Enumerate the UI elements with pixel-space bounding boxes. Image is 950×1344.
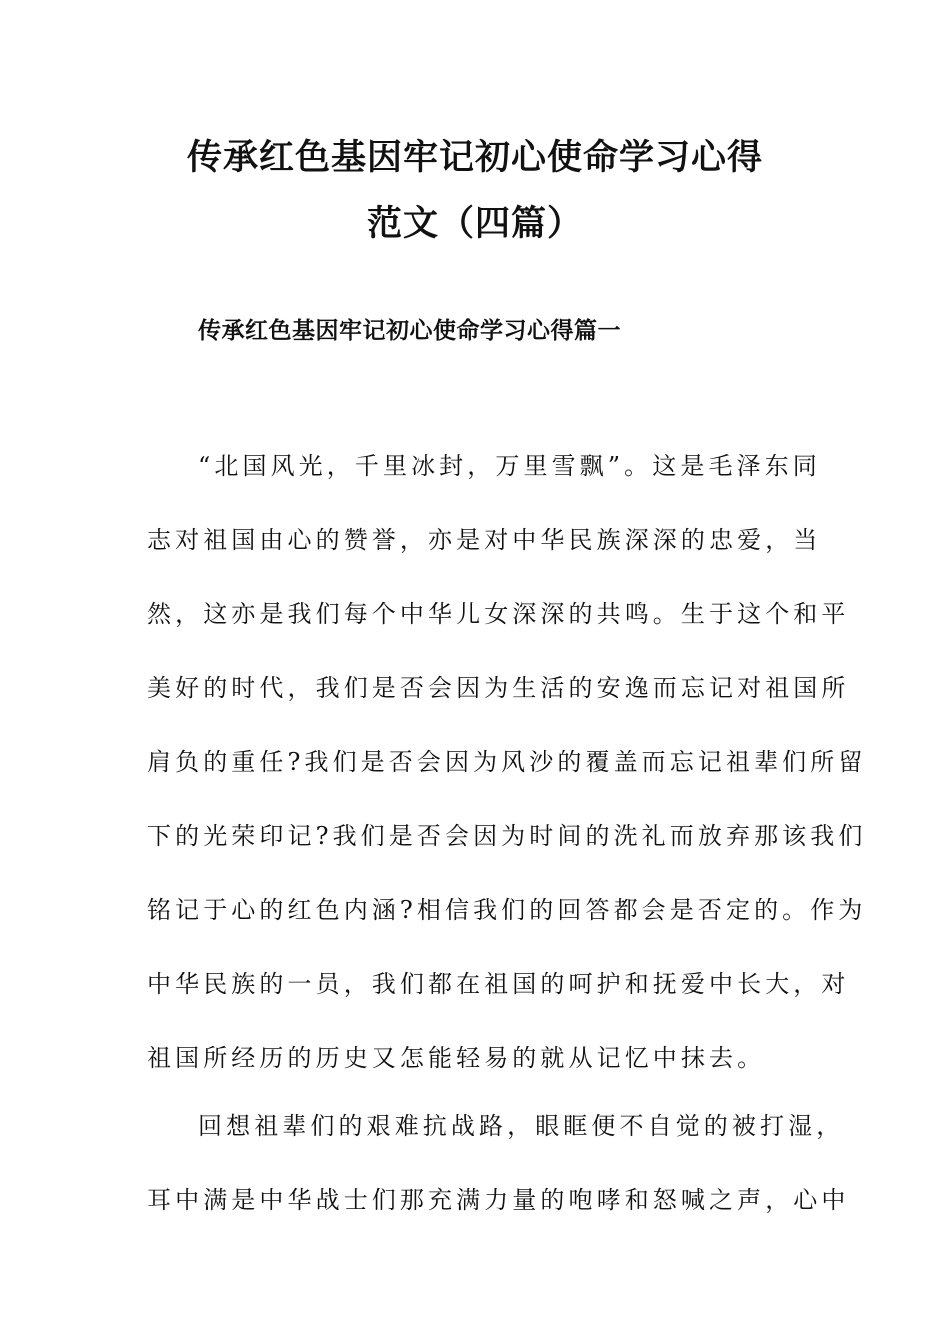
section-heading: 传承红色基因牢记初心使命学习心得篇一 — [198, 318, 621, 344]
paragraph-line: 志对祖国由心的赞誉，亦是对中华民族深深的忠爱，当 — [147, 526, 822, 554]
paragraph-line: 下的光荣印记?我们是否会因为时间的洗礼而放弃那该我们 — [147, 822, 867, 850]
paragraph-line: 肩负的重任?我们是否会因为风沙的覆盖而忘记祖辈们所留 — [147, 748, 867, 776]
paragraph-line: 中华民族的一员，我们都在祖国的呵护和抚爱中长大，对 — [147, 970, 850, 998]
paragraph-line: 祖国所经历的历史又怎能轻易的就从记忆中抹去。 — [147, 1044, 766, 1072]
paragraph-line: 铭记于心的红色内涵?相信我们的回答都会是否定的。作为 — [147, 896, 867, 924]
paragraph-line: 然，这亦是我们每个中华儿女深深的共鸣。生于这个和平 — [147, 600, 850, 628]
document-title-line-1: 传承红色基因牢记初心使命学习心得 — [186, 137, 763, 178]
paragraph-line: 美好的时代，我们是否会因为生活的安逸而忘记对祖国所 — [147, 674, 850, 702]
paragraph-line: 耳中满是中华战士们那充满力量的咆哮和怒喊之声，心中 — [147, 1186, 850, 1214]
paragraph-line: “北国风光，千里冰封，万里雪飘”。这是毛泽东同 — [198, 452, 821, 480]
document-title-line-2: 范文（四篇） — [366, 203, 583, 244]
paragraph-line: 回想祖辈们的艰难抗战路，眼眶便不自觉的被打湿， — [198, 1112, 845, 1140]
